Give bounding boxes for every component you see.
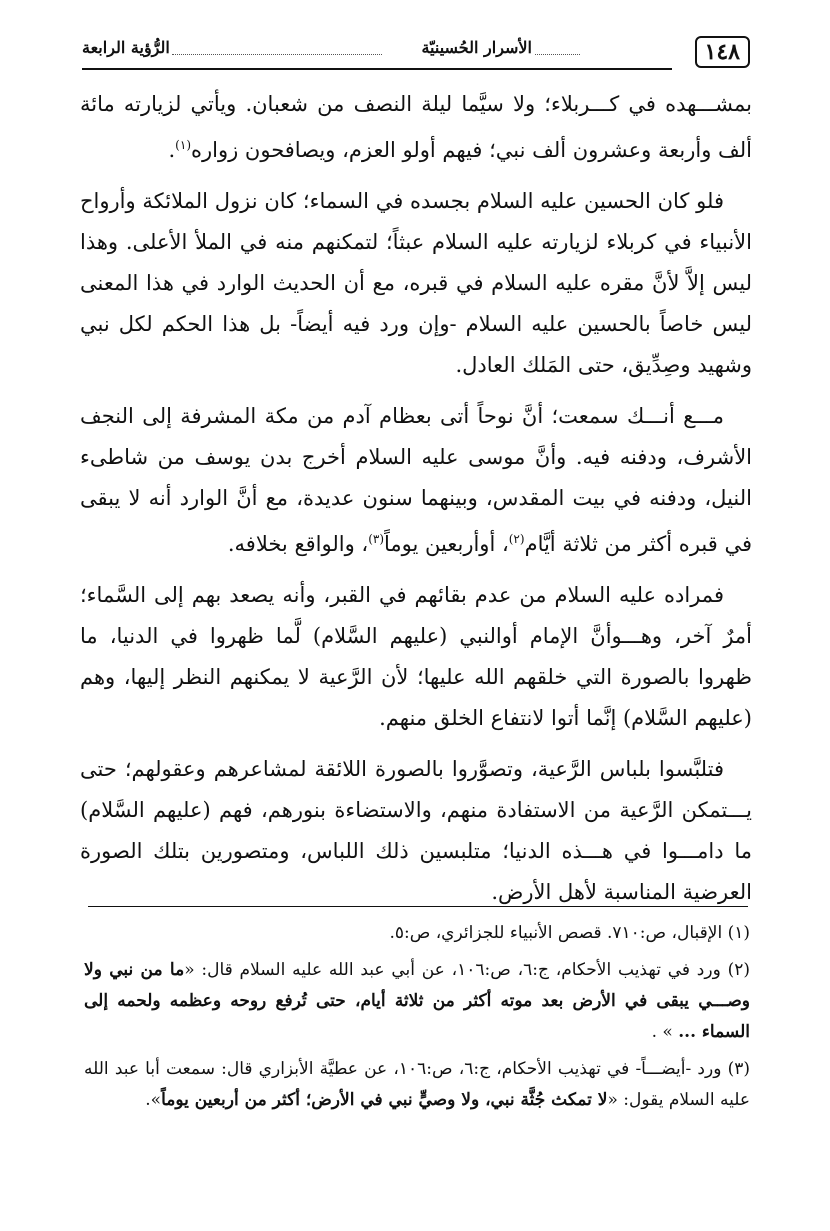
paragraph: فتلبَّسوا بلباس الرَّعية، وتصوَّروا بالصورة اللائقة لمشاعرهم وعقولهم؛ حتى يـــتمكن الرَّعية من الاستفادة منهم، والاستضاءة بنورهم، فهم (عليهم السَّلام) ما دامـــوا في هـــذه الدنيا؛ متلبسين ذلك اللباس، ومتصورين بتلك الصورة العرضية المناسبة لأهل الأرض. bbox=[80, 757, 752, 904]
footnote-separator bbox=[88, 906, 748, 907]
footnote-ref: (٣) bbox=[368, 532, 385, 546]
paragraph: مـــع أنـــك سمعت؛ أنَّ نوحاً أتى بعظام آدم من مكة المشرفة إلى النجف الأشرف، ودفنه فيه. وأنَّ موسى عليه السلام أخرج بدن يوسف من شاطىء النيل، ودفنه في بيت المقدس، وبينهما سنون عديدة، مع أنَّ الوارد أنه لا يبقى في قبره أكثر من ثلاثة أيَّام$^{(٢)}$، أوأربعين يوماً$^{(٣)}$، والواقع بخلافه. bbox=[80, 404, 752, 556]
paragraph: بمشـــهده في كـــربلاء؛ ولا سيَّما ليلة النصف من شعبان. ويأتي لزيارته مائة ألف وأربعة وعشرون ألف نبي؛ فيهم أولو العزم، ويصافحون زواره$^{(١)}$. bbox=[80, 92, 752, 162]
header-rule bbox=[82, 36, 672, 70]
footnote-ref: (١) bbox=[175, 138, 191, 152]
main-text bbox=[80, 84, 752, 923]
page-number: ١٤٨ bbox=[695, 36, 750, 68]
footnote-3: (٣) ورد -أيضـــاً- في تهذيب الأحكام، ج:٦، ص:١٠٦، عن عطيَّة الأبزاري قال: سمعت أبا عبد الله عليه السلام يقول: «لا تمكث جُثَّة نبي، ولا وصيٍّ نبي في الأرض؛ أكثر من أربعين يوماً». bbox=[84, 1059, 750, 1110]
footnote-1: (١) الإقبال، ص:٧١٠. قصص الأنبياء للجزائري، ص:٥. bbox=[389, 923, 750, 943]
footnotes bbox=[84, 918, 750, 1122]
header-dots-leader bbox=[172, 54, 382, 55]
footnote-ref: (٢) bbox=[508, 532, 525, 546]
paragraph: فمراده عليه السلام من عدم بقائهم في القبر، وأنه يصعد بهم إلى السَّماء؛ أمرٌ آخر، وهـــوأنَّ الإمام أوالنبي (عليهم السَّلام) لَّما ظهروا في الدنيا، ما ظهروا بالصورة التي خلقهم الله عليها؛ لأن الرَّعية لا يمكنهم النظر إليها، وهم (عليهم السَّلام) إنَّما أتوا لانتفاع الخلق منهم. bbox=[80, 583, 752, 730]
chapter-title: الرُّؤية الرابعة bbox=[82, 38, 170, 57]
paragraph: فلو كان الحسين عليه السلام بجسده في السماء؛ كان نزول الملائكة وأرواح الأنبياء في كربلاء لزيارته عليه السلام عبثاً؛ لتمكنهم منه في الملأ الأعلى. وهذا ليس إلاَّ لأنَّ مقره عليه السلام في قبره، مع أن الحديث الوارد في هذا المعنى ليس خاصاً بالحسين عليه السلام -وإن ورد فيه أيضاً- بل هذا الحكم لكل نبي وشهيد وصِدِّيق، حتى المَلك العادل. bbox=[80, 189, 752, 377]
page-header bbox=[82, 36, 750, 70]
book-title: الأسرار الحُسينيّة bbox=[421, 38, 532, 57]
header-dots-leader bbox=[535, 54, 580, 55]
footnote-2: (٢) ورد في تهذيب الأحكام، ج:٦، ص:١٠٦، عن أبي عبد الله عليه السلام قال: «ما من نبي ولا وصـــي يبقى في الأرض بعد موته أكثر من ثلاثة أيام، حتى تُرفع روحه وعظمه ولحمه إلى السماء ... » . bbox=[84, 960, 750, 1042]
